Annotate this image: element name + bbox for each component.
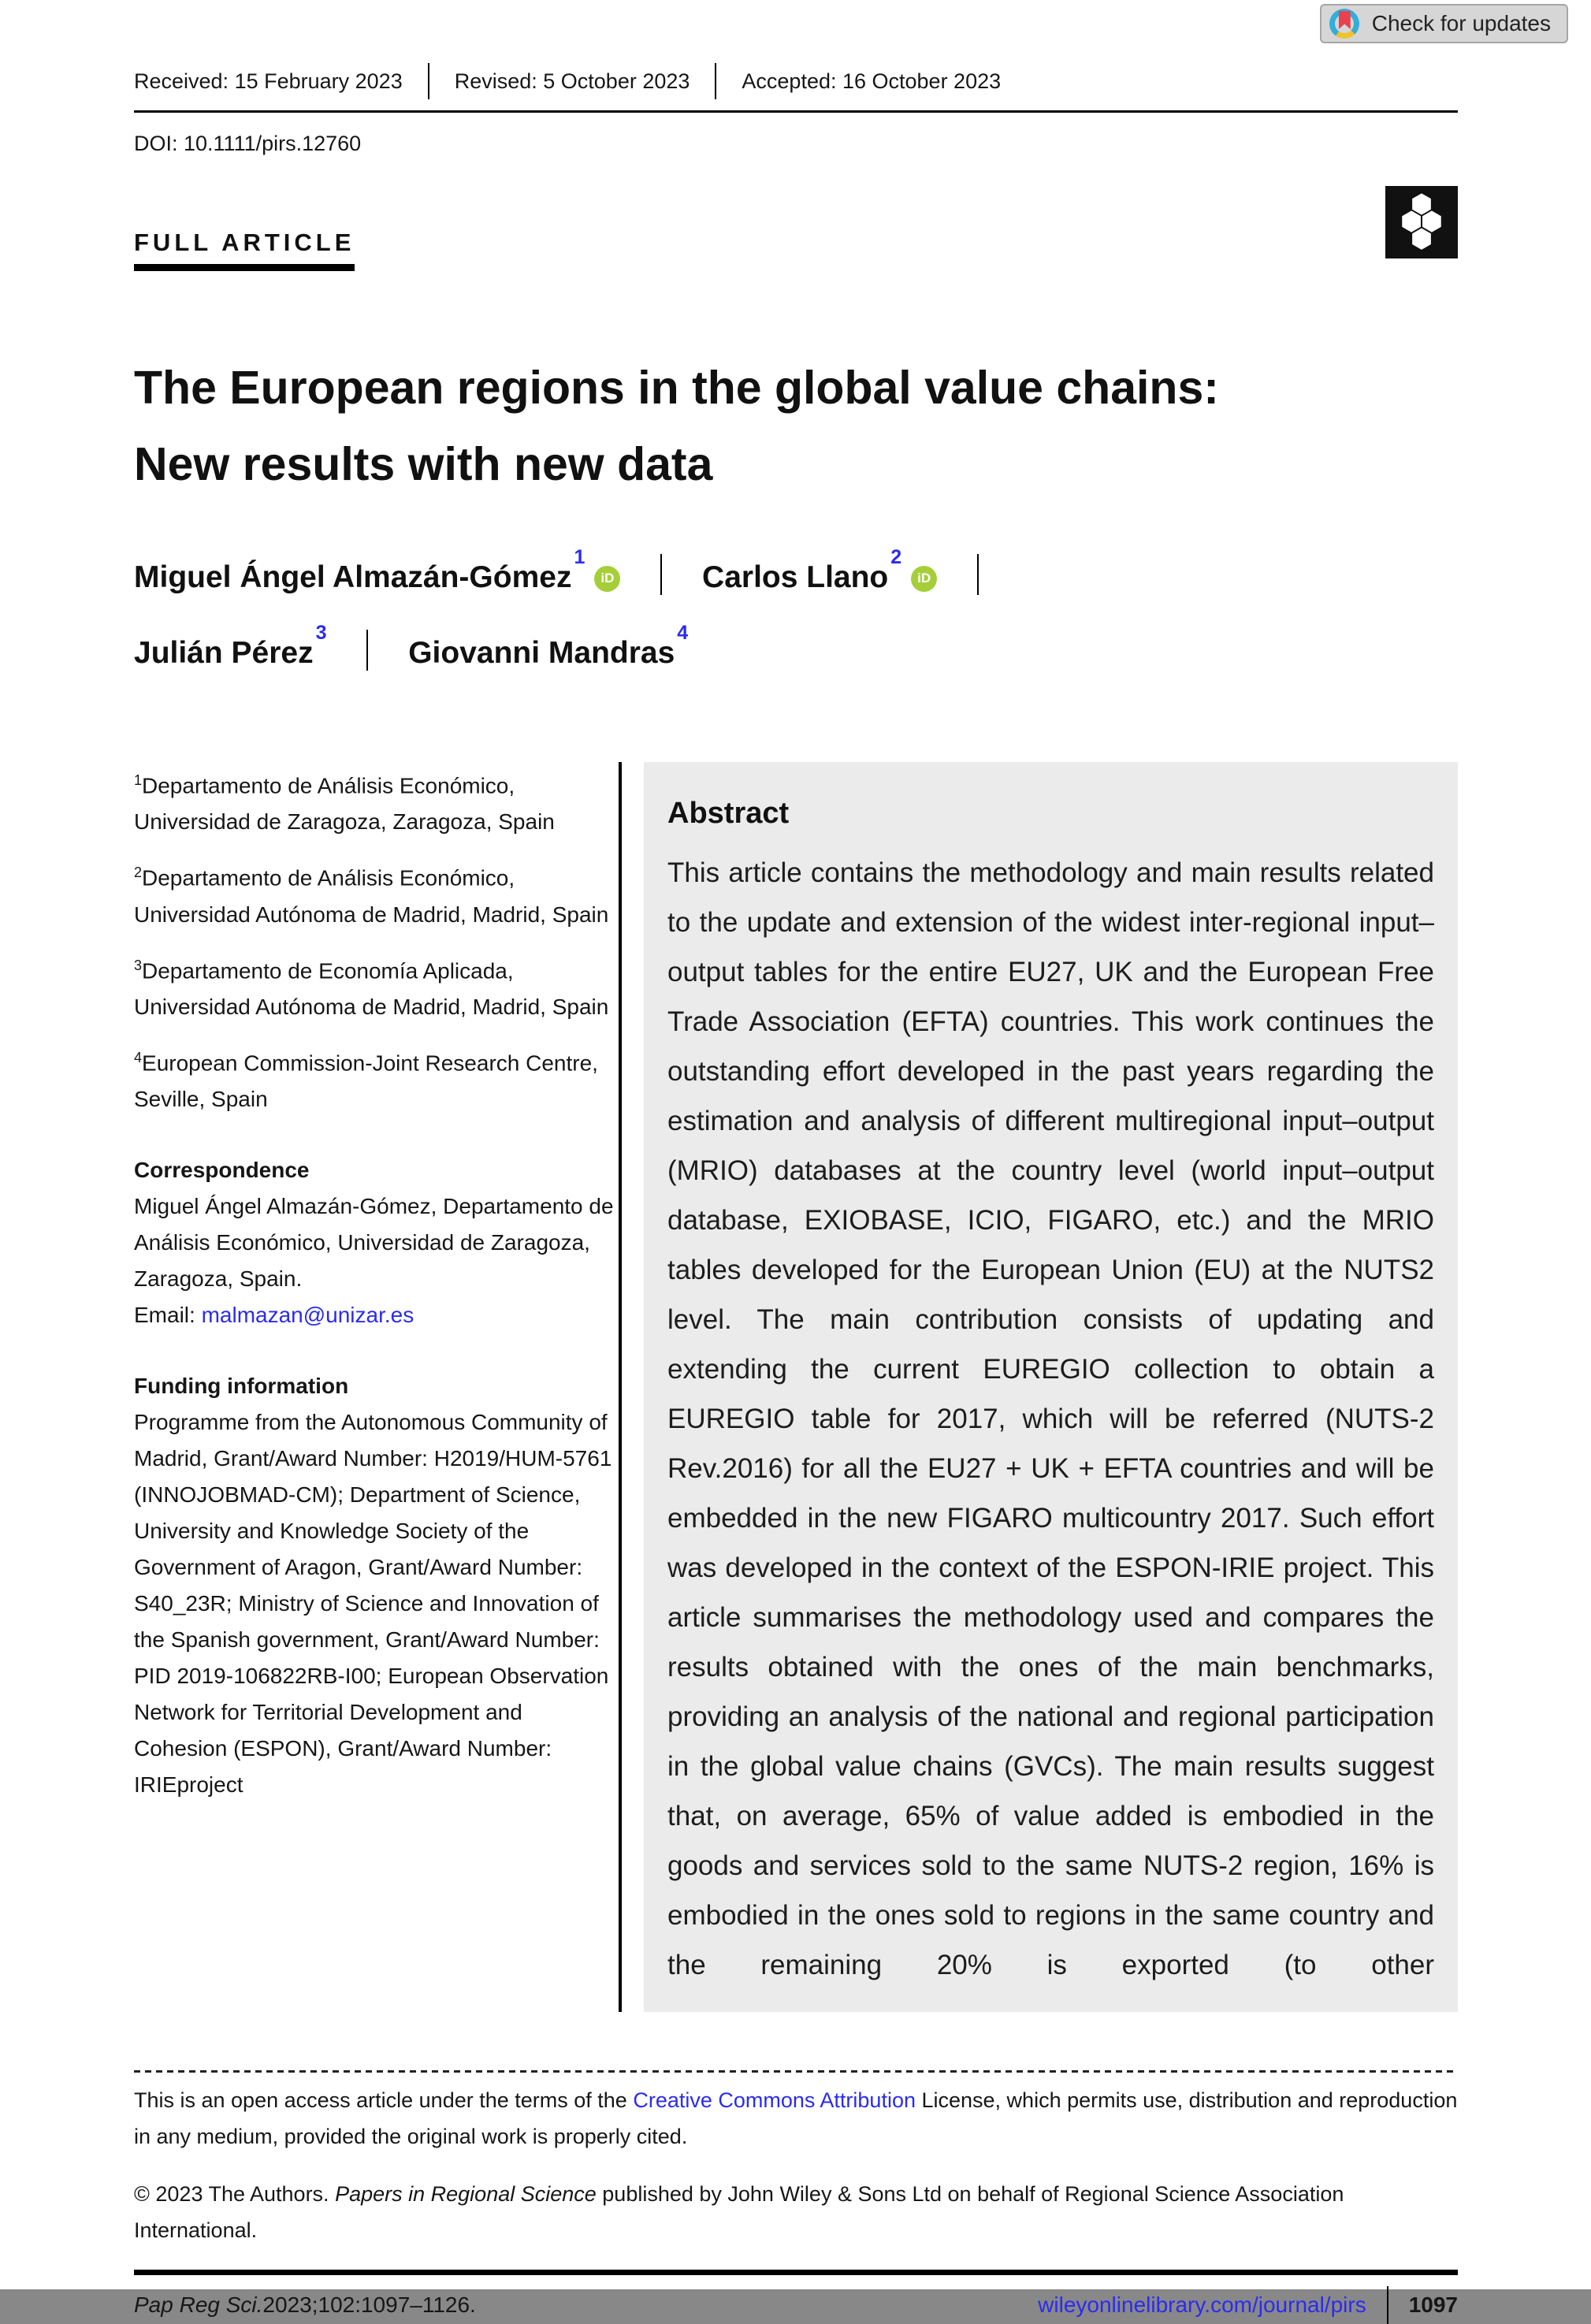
author-line-2 [134,612,1458,687]
affiliation-sup: 2 [134,865,143,881]
journal-name: Papers in Regional Science [335,2182,597,2206]
abstract-text: This article contains the methodology and main results related to the update and extension of the widest inter-regional input–output tables for the entire EU27, UK and the European Free Trade Association (EFTA) countries. This work continues the outstanding effort developed in the past years regarding the estimation and analysis of different multiregional input–output (MRIO) databases at the country level (world input–output database, EXIOBASE, ICIO, FIGARO, etc.) and the MRIO tables developed for the European Union (EU) at the NUTS2 level. The main contribution consists of updating and extending the current EUREGIO collection to obtain a EUREGIO table for 2017, which will be referred (NUTS-2 Rev.2016) for all the EU27 + UK + EFTA countries and will be embedded in the new FIGARO multicountry 2017. Such effort was developed in the context of the ESPON-IRIE project. This article summarises the methodology used and compares the results obtained with the ones of the main benchmarks, providing an analysis of the national and regional participation in the global value chains (GVCs). The main results suggest that, on average, 65% of value added is embodied in the goods and services sold to the same NUTS-2 region, 16% is embodied in the ones sold to regions in the same country and the remaining 20% is exported (to other [667,857,1434,1980]
manuscript-dates [134,0,1458,113]
author-separator [660,554,662,595]
author-affiliation-sup: 2 [890,546,902,568]
author-separator [366,630,368,671]
article-type-label: FULL ARTICLE [134,229,355,271]
affiliation-text: Departamento de Economía Aplicada, Universidad Autónoma de Madrid, Madrid, Spain [134,957,609,1019]
author-affiliation-sup: 1 [574,546,585,568]
correspondence-text [134,1188,616,1333]
author-affiliation-sup: 4 [677,622,689,644]
page-number: 1097 [1408,2292,1458,2317]
email-label: Email: [134,1303,202,1328]
accepted-date: Accepted: 16 October 2023 [742,69,1002,93]
copyright-post: published by John Wiley & Sons Ltd on behalf of Regional Science Association International. [134,2182,1344,2242]
funding-text: Programme from the Autonomous Community of Madrid, Grant/Award Number: H2019/HUM-5761 (INNOJOBMAD-CM); Department of Science, University and Knowledge Society of the Government of Aragon, Grant/Award Number: S40_23R; Ministry of Science and Innovation of the Spanish government, Grant/Award Number: PID 2019-106822RB-I00; European Observation Network for Territorial Development and Cohesion (ESPON), Grant/Award Number: IRIEproject [134,1410,612,1798]
affiliation-3 [134,947,616,1025]
crossref-check-icon [1329,9,1359,39]
creative-commons-link[interactable]: Creative Commons Attribution [633,2088,916,2112]
journal-logo-icon [1385,186,1458,258]
abstract-heading: Abstract [667,797,790,830]
license-divider [134,2070,1458,2073]
two-column-block [134,762,1458,2012]
orcid-icon[interactable]: iD [594,566,620,592]
affiliation-sup: 1 [134,772,143,788]
received-date: Received: 15 February 2023 [134,69,403,93]
title-line-2: New results with new data [134,438,713,490]
affiliation-text: European Commission-Joint Research Centre, Seville, Spain [134,1050,598,1112]
article-type-row [134,186,1458,271]
affiliation-sup: 3 [134,957,143,973]
author-name: Julián Pérez [134,636,314,670]
author-separator [977,554,979,595]
email-link[interactable]: malmazan@unizar.es [201,1303,414,1328]
license-pre: This is an open access article under the terms of the [134,2088,634,2112]
check-for-updates-button[interactable] [1320,4,1568,43]
page-title [134,350,1458,503]
license-text [134,2082,1458,2155]
copyright-text [134,2176,1458,2248]
author-name: Giovanni Mandras [408,636,675,670]
author-affiliation-sup: 3 [315,622,327,644]
page-number-separator [1387,2286,1388,2324]
affiliation-sup: 4 [134,1049,143,1065]
footer-rule [134,2270,1458,2275]
doi: DOI: 10.1111/pirs.12760 [134,132,362,155]
citation-rest: 2023;102:1097–1126. [262,2292,476,2317]
check-for-updates-label: Check for updates [1371,11,1551,35]
correspondence-heading: Correspondence [134,1158,310,1183]
author-name: Miguel Ángel Almazán-Gómez [134,560,572,594]
license-post: License, which permits use, distribution and reproduction in any medium, provided the original work is properly cited. [134,2088,1458,2148]
date-separator [715,63,716,99]
author-list [134,536,1458,687]
affiliation-4 [134,1039,616,1117]
journal-url-link[interactable]: wileyonlinelibrary.com/journal/pirs [1038,2292,1366,2317]
funding-heading: Funding information [134,1374,349,1399]
footer-bar [134,2275,1458,2324]
affiliation-1 [134,762,616,840]
orcid-icon[interactable]: iD [911,566,937,592]
abstract-box [644,762,1458,2012]
copyright-pre: © 2023 The Authors. [134,2182,336,2206]
title-line-1: The European regions in the global value chains: [134,362,1219,414]
column-divider [619,762,622,2012]
date-separator [428,63,429,99]
author-line-1 [134,536,1458,612]
revised-date: Revised: 5 October 2023 [454,69,690,93]
metadata-column [134,762,616,2012]
affiliation-2 [134,854,616,932]
affiliation-text: Departamento de Análisis Económico, Universidad Autónoma de Madrid, Madrid, Spain [134,865,609,927]
citation-journal: Pap Reg Sci. [134,2292,263,2317]
author-name: Carlos Llano [702,560,889,594]
affiliation-text: Departamento de Análisis Económico, Universidad de Zaragoza, Zaragoza, Spain [134,773,555,835]
correspondence-address: Miguel Ángel Almazán-Gómez, Departamento de Análisis Económico, Universidad de Zaragoza, Zaragoza, Spain. [134,1194,614,1292]
